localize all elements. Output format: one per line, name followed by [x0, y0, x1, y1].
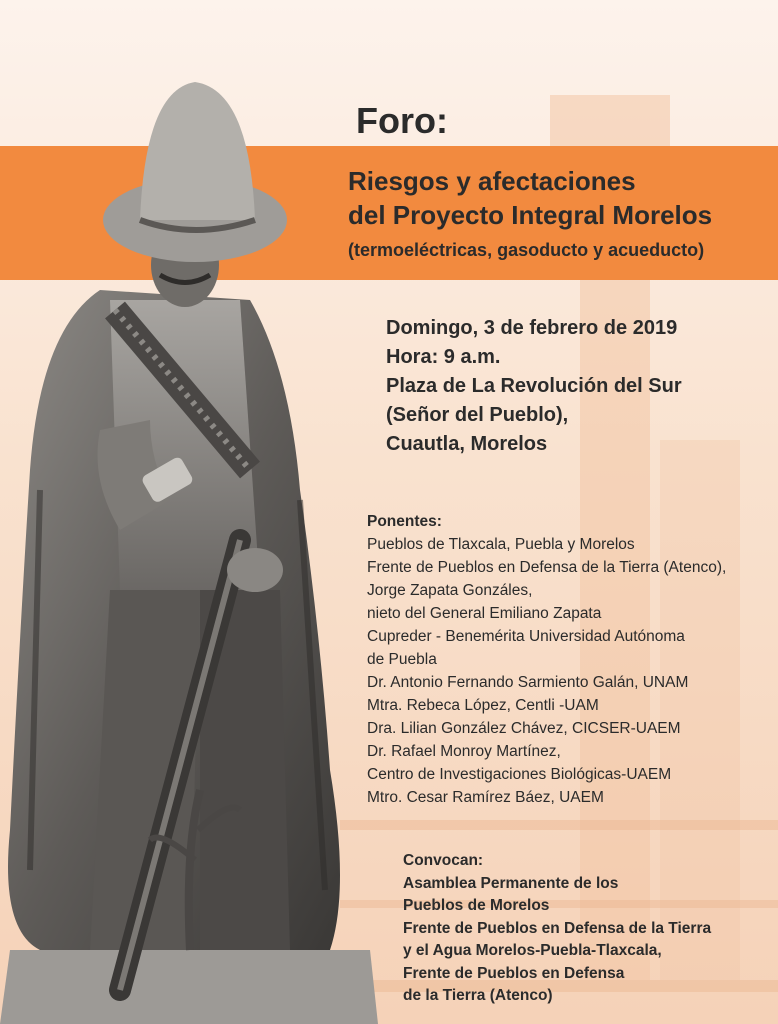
event-details	[386, 314, 682, 459]
organizer-line: Asamblea Permanente de los	[403, 874, 619, 892]
speaker-line: Frente de Pueblos en Defensa de la Tierra (Atenco),	[367, 559, 727, 576]
subtitle-line-2: del Proyecto Integral Morelos	[348, 200, 713, 230]
subtitle-line-3: (termoeléctricas, gasoducto y acueducto)	[348, 240, 705, 260]
event-place-line-1: Plaza de La Revolución del Sur	[386, 375, 682, 397]
speaker-line: de Puebla	[367, 651, 437, 668]
speaker-line: Mtra. Rebeca López, Centli -UAM	[367, 697, 599, 714]
event-date: Domingo, 3 de febrero de 2019	[386, 317, 678, 339]
speaker-line: Dr. Antonio Fernando Sarmiento Galán, UNAM	[367, 674, 689, 691]
speakers-section	[367, 510, 726, 809]
background-pipe	[340, 820, 778, 830]
event-time: Hora: 9 a.m.	[386, 346, 501, 368]
speaker-line: Mtro. Cesar Ramírez Báez, UAEM	[367, 789, 604, 806]
event-place-line-2: (Señor del Pueblo),	[386, 404, 569, 426]
event-place-line-3: Cuautla, Morelos	[386, 433, 548, 455]
subtitle-line-1: Riesgos y afectaciones	[348, 166, 636, 196]
speaker-line: Cupreder - Benemérita Universidad Autónoma	[367, 628, 685, 645]
speaker-line: Dra. Lilian González Chávez, CICSER-UAEM	[367, 720, 681, 737]
organizers-section	[403, 850, 711, 1008]
speaker-line: nieto del General Emiliano Zapata	[367, 605, 602, 622]
organizer-line: Pueblos de Morelos	[403, 897, 550, 914]
organizer-line: de la Tierra (Atenco)	[403, 987, 553, 1004]
speaker-line: Jorge Zapata Gonzáles,	[367, 582, 533, 599]
organizer-line: Frente de Pueblos en Defensa de la Tierra	[403, 919, 712, 937]
organizer-line: y el Agua Morelos-Puebla-Tlaxcala,	[403, 942, 662, 959]
organizer-line: Frente de Pueblos en Defensa	[403, 964, 625, 982]
statue-image	[0, 70, 380, 1024]
speaker-line: Dr. Rafael Monroy Martínez,	[367, 743, 561, 760]
speaker-line: Pueblos de Tlaxcala, Puebla y Morelos	[367, 536, 635, 553]
speakers-heading: Ponentes:	[367, 513, 442, 530]
speaker-line: Centro de Investigaciones Biológicas-UAEM	[367, 766, 672, 783]
organizers-heading: Convocan:	[403, 852, 484, 869]
page-title: Foro:	[356, 100, 448, 141]
